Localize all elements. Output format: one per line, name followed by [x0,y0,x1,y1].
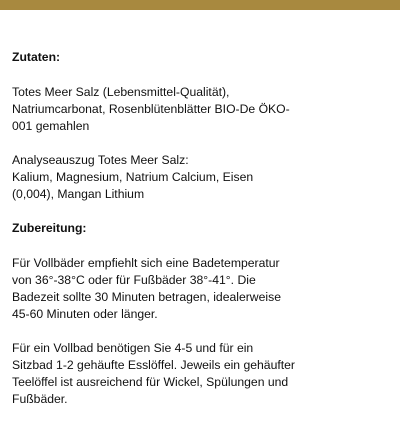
product-description [12,49,388,408]
preparation-line: Badezeit sollte 30 Minuten betragen, idealerweise [12,290,281,304]
preparation-line: Teelöffel ist ausreichend für Wickel, Spülungen und [12,375,289,389]
preparation-text-dosage [12,340,388,408]
ingredients-line: Natriumcarbonat, Rosenblütenblätter BIO-De ÖKO- [12,102,290,116]
preparation-heading: Zubereitung: [12,221,87,235]
preparation-line: Für Vollbäder empfiehlt sich eine Badetemperatur [12,256,280,270]
ingredients-heading: Zutaten: [12,50,61,64]
decorative-top-bar [0,0,400,10]
analysis-line: Analyseauszug Totes Meer Salz: [12,153,189,167]
analysis-text [12,152,388,203]
preparation-line: von 36°-38°C oder für Fußbäder 38°-41°. Die [12,273,256,287]
preparation-line: Sitzbad 1-2 gehäufte Esslöffel. Jeweils ein gehäufter [12,358,295,372]
analysis-line: Kalium, Magnesium, Natrium Calcium, Eisen [12,170,254,184]
preparation-line: 45-60 Minuten oder länger. [12,307,158,321]
ingredients-text [12,84,388,135]
ingredients-line: 001 gemahlen [12,119,90,133]
preparation-line: Für ein Vollbad benötigen Sie 4-5 und für ein [12,341,254,355]
analysis-line: (0,004), Mangan Lithium [12,187,145,201]
ingredients-line: Totes Meer Salz (Lebensmittel-Qualität), [12,85,230,99]
preparation-line: Fußbäder. [12,392,68,406]
preparation-text-temperature [12,255,388,323]
